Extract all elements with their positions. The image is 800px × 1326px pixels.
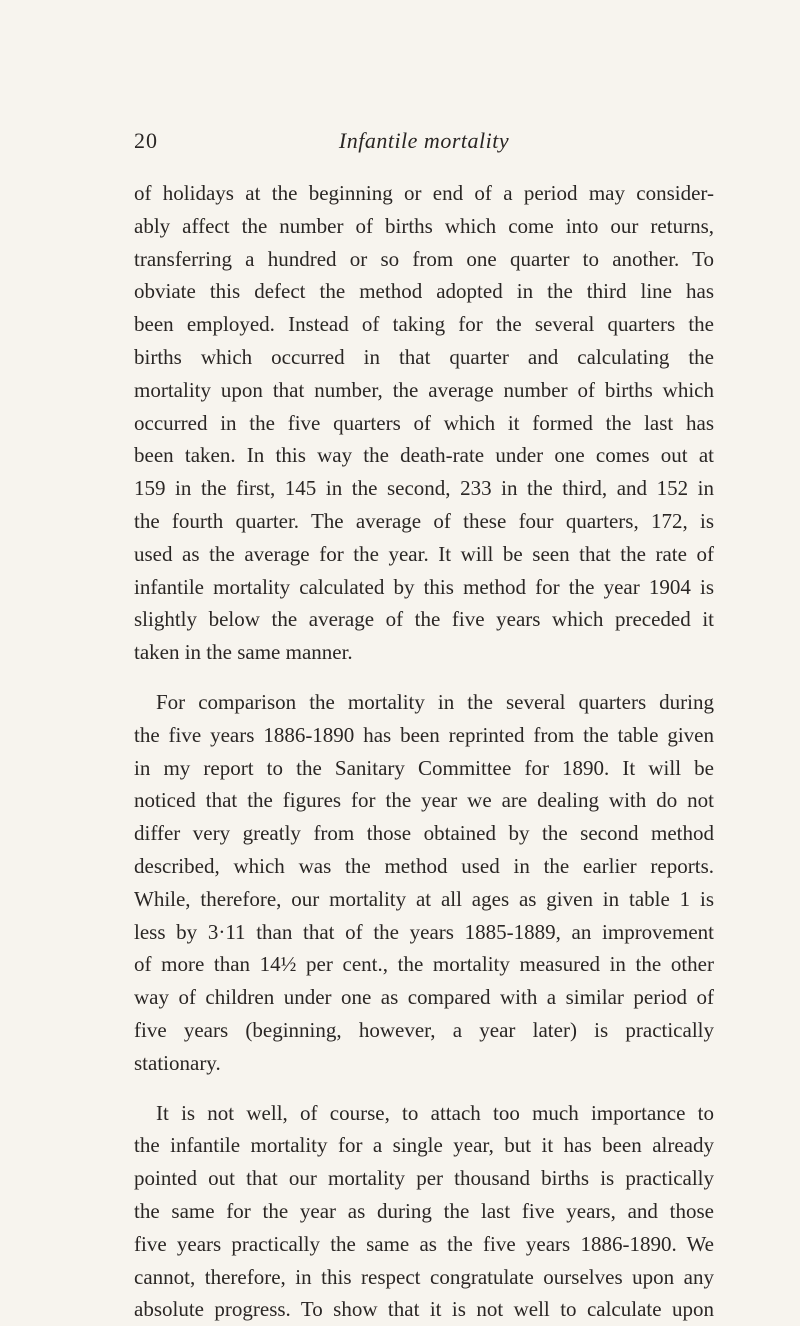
paragraph-2 bbox=[134, 686, 714, 1080]
text-line: transferring a hundred or so from one quarter to another. To bbox=[134, 246, 714, 271]
text-line: differ very greatly from those obtained by the second method bbox=[134, 821, 714, 846]
text-line: births which occurred in that quarter and calculating the bbox=[134, 344, 714, 369]
text-line: obviate this defect the method adopted in the third line has bbox=[134, 279, 714, 304]
text-line: the fourth quarter. The average of these four quarters, 172, is bbox=[134, 508, 714, 533]
text-line: For comparison the mortality in the several quarters during bbox=[156, 689, 714, 714]
text-line: the infantile mortality for a single year, but it has been already bbox=[134, 1133, 714, 1158]
text-line: described, which was the method used in the earlier reports. bbox=[134, 853, 714, 878]
text-line: five years (beginning, however, a year later) is practically bbox=[134, 1017, 714, 1042]
text-line: mortality upon that number, the average number of births which bbox=[134, 377, 714, 402]
text-line: of holidays at the beginning or end of a period may consider- bbox=[134, 181, 714, 205]
text-line: been taken. In this way the death-rate under one comes out at bbox=[134, 443, 714, 468]
text-line: 159 in the first, 145 in the second, 233 in the third, and 152 in bbox=[134, 476, 714, 501]
text-line: occurred in the five quarters of which it formed the last has bbox=[134, 410, 714, 435]
text-line: taken in the same manner. bbox=[134, 640, 353, 665]
body-text bbox=[134, 177, 714, 1326]
text-line: used as the average for the year. It will be seen that the rate of bbox=[134, 541, 714, 566]
text-line: in my report to the Sanitary Committee for 1890. It will be bbox=[134, 755, 714, 780]
text-line: less by 3·11 than that of the years 1885-1889, an improvement bbox=[134, 919, 714, 944]
text-line: While, therefore, our mortality at all ages as given in table 1 is bbox=[134, 886, 714, 911]
text-line: cannot, therefore, in this respect congratulate ourselves upon any bbox=[134, 1264, 714, 1289]
text-line: stationary. bbox=[134, 1050, 221, 1075]
text-line: the five years 1886-1890 has been reprinted from the table given bbox=[134, 722, 714, 747]
text-line: absolute progress. To show that it is not well to calculate upon bbox=[134, 1297, 714, 1322]
text-line: slightly below the average of the five years which preceded it bbox=[134, 607, 714, 632]
text-line: pointed out that our mortality per thousand births is practically bbox=[134, 1166, 714, 1191]
text-line: infantile mortality calculated by this method for the year 1904 is bbox=[134, 574, 714, 599]
text-line: five years practically the same as the five years 1886-1890. We bbox=[134, 1231, 714, 1256]
paragraph-1 bbox=[134, 177, 714, 669]
running-title: Infantile mortality bbox=[338, 128, 510, 153]
page-number: 20 bbox=[134, 128, 158, 153]
text-line: noticed that the figures for the year we are dealing with do not bbox=[134, 788, 714, 813]
text-line: way of children under one as compared with a similar period of bbox=[134, 985, 714, 1010]
text-line: ably affect the number of births which come into our returns, bbox=[134, 213, 714, 238]
paragraph-3 bbox=[134, 1097, 714, 1326]
text-line: the same for the year as during the last five years, and those bbox=[134, 1198, 714, 1223]
text-line: It is not well, of course, to attach too much importance to bbox=[156, 1100, 714, 1125]
text-line: been employed. Instead of taking for the several quarters the bbox=[134, 312, 714, 337]
running-head bbox=[134, 128, 714, 162]
text-line: of more than 14½ per cent., the mortality measured in the other bbox=[134, 952, 714, 977]
